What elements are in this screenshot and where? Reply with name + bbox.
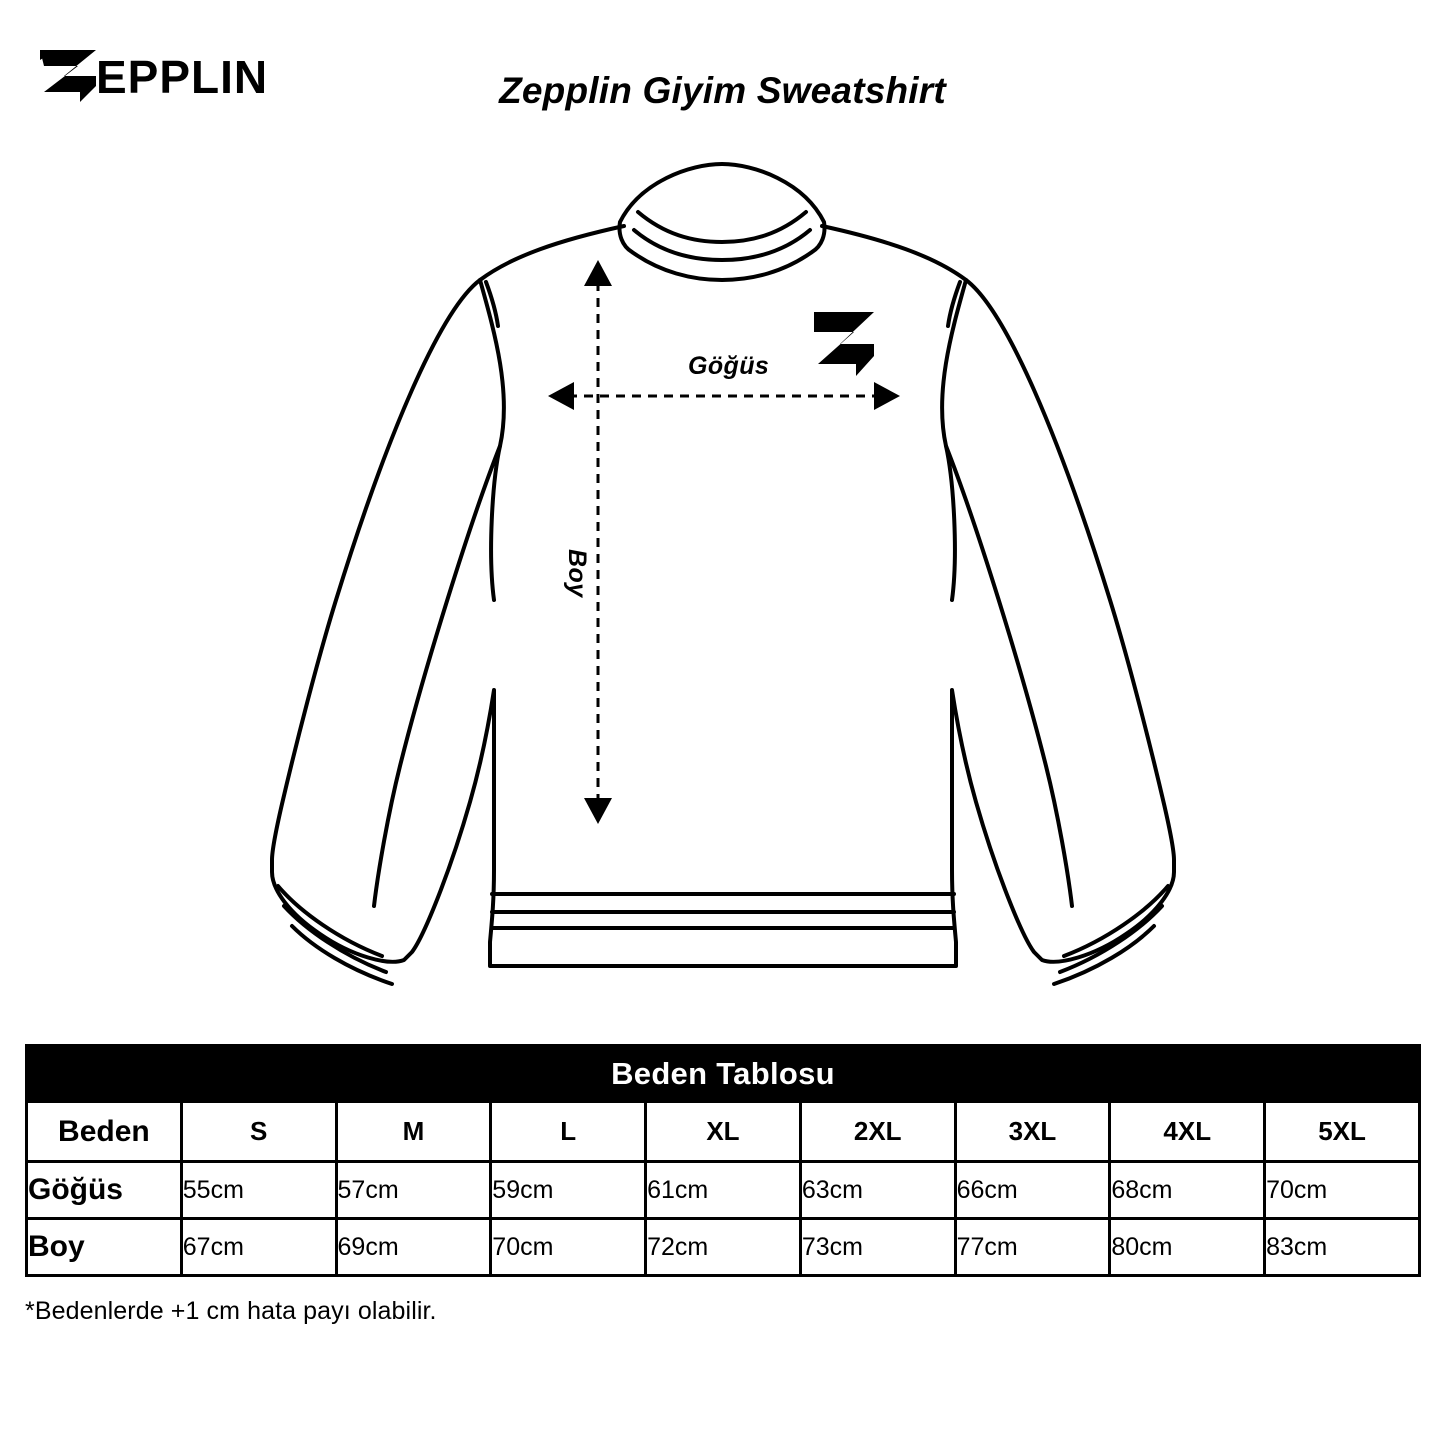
- chest-measure-label: Göğüs: [688, 352, 770, 380]
- row-label-gogus: Göğüs: [27, 1162, 182, 1219]
- page-title-light: Zepplin Giyim: [499, 70, 747, 111]
- size-table: [25, 1044, 1421, 1277]
- cell-gogus-5xl: 70cm: [1265, 1162, 1420, 1219]
- header-cell-size-1: M: [336, 1102, 491, 1162]
- size-table-title: Beden Tablosu: [27, 1046, 1420, 1102]
- table-title-row: [27, 1046, 1420, 1102]
- left-shoulder-seam: [480, 280, 504, 600]
- table-header-row: [27, 1102, 1420, 1162]
- cell-gogus-m: 57cm: [336, 1162, 491, 1219]
- garment-illustration: [0, 130, 1445, 1040]
- cell-gogus-3xl: 66cm: [955, 1162, 1110, 1219]
- size-table-wrapper: [25, 1044, 1421, 1277]
- header-cell-size-6: 4XL: [1110, 1102, 1265, 1162]
- table-row: [27, 1162, 1420, 1219]
- cell-gogus-4xl: 68cm: [1110, 1162, 1265, 1219]
- header-cell-size-5: 3XL: [955, 1102, 1110, 1162]
- row-label-boy: Boy: [27, 1219, 182, 1276]
- header-cell-size-0: S: [181, 1102, 336, 1162]
- cell-boy-5xl: 83cm: [1265, 1219, 1420, 1276]
- cell-boy-l: 70cm: [491, 1219, 646, 1276]
- svg-text:EPPLIN: EPPLIN: [96, 51, 269, 103]
- page-title: [0, 70, 1445, 112]
- cell-gogus-xl: 61cm: [646, 1162, 801, 1219]
- collar-rib-line-2: [638, 212, 806, 242]
- cell-gogus-l: 59cm: [491, 1162, 646, 1219]
- left-sleeve-inner-seam: [374, 446, 500, 906]
- zepplin-z-chest-logo-icon: [814, 312, 874, 376]
- header-cell-size-2: L: [491, 1102, 646, 1162]
- cell-boy-4xl: 80cm: [1110, 1219, 1265, 1276]
- cell-gogus-s: 55cm: [181, 1162, 336, 1219]
- right-sleeve-inner-seam: [946, 446, 1072, 906]
- cell-boy-s: 67cm: [181, 1219, 336, 1276]
- right-shoulder-seam: [942, 280, 966, 600]
- cell-boy-xl: 72cm: [646, 1219, 801, 1276]
- body-outline: [272, 226, 1174, 966]
- length-measure-label: Boy: [563, 549, 591, 598]
- header-cell-size-3: XL: [646, 1102, 801, 1162]
- size-table-footnote: *Bedenlerde +1 cm hata payı olabilir.: [25, 1297, 437, 1325]
- header-cell-size-4: 2XL: [800, 1102, 955, 1162]
- table-row: [27, 1219, 1420, 1276]
- page-header: [0, 0, 1445, 140]
- cell-boy-2xl: 73cm: [800, 1219, 955, 1276]
- cell-boy-3xl: 77cm: [955, 1219, 1110, 1276]
- page-title-bold: Sweatshirt: [756, 70, 946, 111]
- header-cell-size-7: 5XL: [1265, 1102, 1420, 1162]
- collar-rib-line-1: [634, 230, 810, 260]
- cell-boy-m: 69cm: [336, 1219, 491, 1276]
- cell-gogus-2xl: 63cm: [800, 1162, 955, 1219]
- header-cell-beden: Beden: [27, 1102, 182, 1162]
